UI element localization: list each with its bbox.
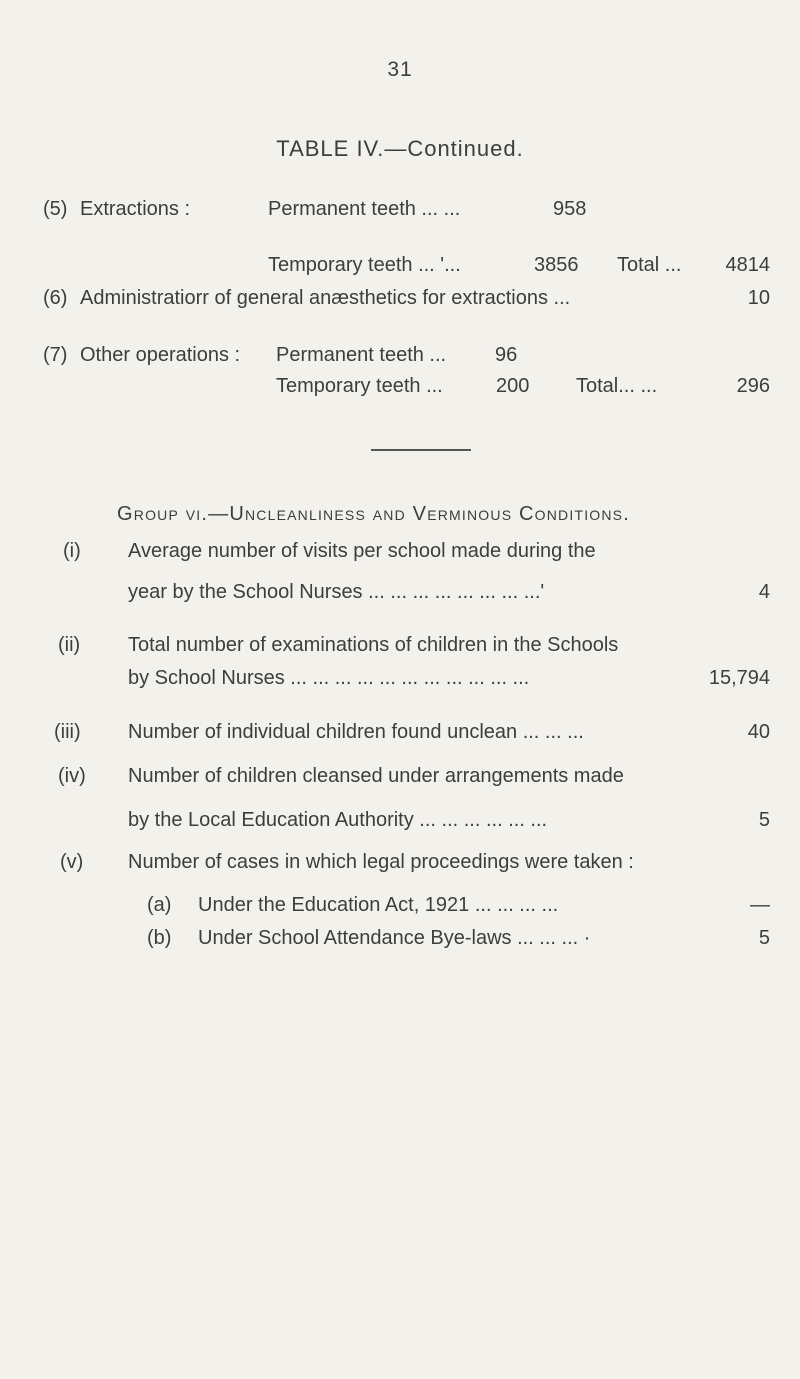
section-7-temporary-value: 200 [496, 375, 530, 397]
group-vi-heading: Group vi.—Uncleanliness and Verminous Conditions. [117, 503, 630, 525]
section-5-total-label: Total ... [617, 254, 682, 276]
group-vi-item-v-b-marker: (b) [147, 927, 172, 949]
group-vi-item-iii-line1: Number of individual children found unclean ... ... ... [128, 721, 584, 743]
group-vi-item-iii-marker: (iii) [54, 721, 81, 743]
group-vi-item-ii-marker: (ii) [58, 634, 81, 656]
section-7-total-value: 296 [736, 375, 770, 397]
group-vi-item-ii-line2: by School Nurses ... ... ... ... ... ... ... ... ... ... ... [128, 667, 530, 689]
section-6-marker: (6) [43, 287, 68, 309]
group-vi-item-iv-marker: (iv) [58, 765, 86, 787]
group-vi-item-ii-line1: Total number of examinations of children in the Schools [128, 634, 619, 656]
section-5-temporary-value: 3856 [534, 254, 579, 276]
group-vi-item-iv-value: 5 [758, 809, 770, 831]
group-vi-item-ii-value: 15,794 [708, 667, 770, 689]
group-vi-item-v-line1: Number of cases in which legal proceedings were taken : [128, 851, 634, 873]
section-5-label: Extractions : [80, 198, 191, 220]
group-vi-item-v-b-label: Under School Attendance Bye-laws ... ... ... · [198, 927, 591, 949]
section-7-label: Other operations : [80, 344, 241, 366]
section-6-label: Administratiorr of general anæsthetics for extractions ... [80, 287, 571, 309]
section-5-marker: (5) [43, 198, 68, 220]
group-vi-item-i-line2: year by the School Nurses ... ... ... ... ... ... ... ...' [128, 581, 545, 603]
section-divider [371, 449, 471, 451]
section-7-total-label: Total... ... [576, 375, 658, 397]
group-vi-item-v-b-value: 5 [758, 927, 770, 949]
group-vi-item-i-marker: (i) [63, 540, 81, 562]
section-7-permanent-label: Permanent teeth ... [276, 344, 447, 366]
table-title: TABLE IV.—Continued. [276, 136, 524, 161]
section-7-permanent-value: 96 [495, 344, 518, 366]
section-5-temporary-label: Temporary teeth ... '... [268, 254, 461, 276]
section-7-temporary-label: Temporary teeth ... [276, 375, 443, 397]
group-vi-item-iv-line2: by the Local Education Authority ... ... ... ... ... ... [128, 809, 548, 831]
group-vi-item-i-line1: Average number of visits per school made during the [128, 540, 596, 562]
section-5-permanent-label: Permanent teeth ... ... [268, 198, 461, 220]
group-vi-item-v-marker: (v) [60, 851, 84, 873]
group-vi-item-iv-line1: Number of children cleansed under arrangements made [128, 765, 624, 787]
group-vi-item-v-a-marker: (a) [147, 894, 172, 916]
group-vi-item-i-value: 4 [758, 581, 770, 603]
section-5-total-value: 4814 [725, 254, 770, 276]
group-vi-item-v-a-label: Under the Education Act, 1921 ... ... ... ... [198, 894, 559, 916]
page-number: 31 [387, 58, 413, 81]
section-6-value: 10 [747, 287, 770, 309]
section-7-marker: (7) [43, 344, 68, 366]
group-vi-item-iii-value: 40 [747, 721, 770, 743]
section-5-permanent-value: 958 [553, 198, 587, 220]
group-vi-item-v-a-value: — [750, 894, 770, 916]
